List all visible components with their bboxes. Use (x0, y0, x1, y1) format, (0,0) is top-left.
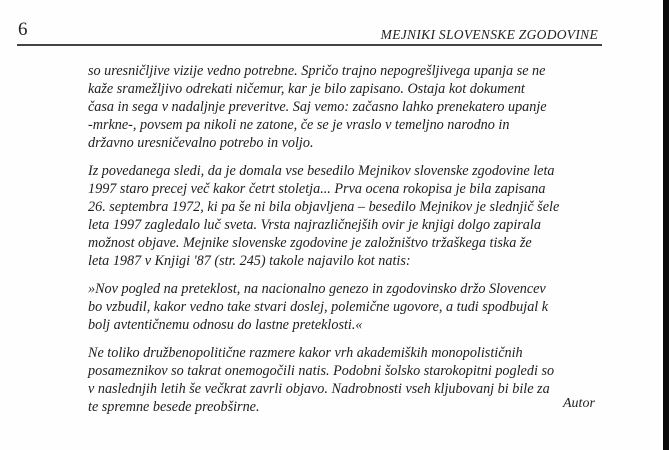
text-line: so uresničljive vizije vedno potrebne. Spričo trajno nepogrešljivega upanja se ne (88, 63, 546, 79)
paragraph-quote (88, 280, 608, 334)
text-line: bo vzbudil, kakor vedno take stvari doslej, polemične ugovore, a tudi spodbujal k (88, 299, 549, 315)
text-line: »Nov pogled na preteklost, na nacionalno genezo in zgodovinsko držo Slovencev (88, 281, 546, 297)
text-line: državno uresničevalno potrebo in voljo. (88, 135, 314, 151)
paragraph-1 (88, 62, 608, 152)
text-line: bolj avtentičnemu odnosu do lastne preteklosti.« (88, 317, 363, 333)
running-title: MEJNIKI SLOVENSKE ZGODOVINE (380, 27, 598, 42)
text-line: Ne toliko družbenopolitične razmere kakor vrh akademiških monopolističnih (88, 345, 523, 361)
text-line: možnost objave. Mejnike slovenske zgodovine je založništvo tržaškega tiska že (88, 235, 532, 251)
text-line: posameznikov so takrat onemogočili natis. Podobni šolsko starokopitni pogledi so (88, 363, 555, 379)
page-number: 6 (18, 19, 28, 40)
text-line: 26. septembra 1972, ki pa še ni bila objavljena – besedilo Mejnikov je slednjič šele (88, 199, 560, 215)
text-line: v naslednjih letih še večkrat zavrli objavo. Nadrobnosti vseh kljubovanj bi bile za (88, 381, 550, 397)
text-line: 1997 staro precej več kakor četrt stoletja... Prva ocena rokopisa je bila zapisana (88, 181, 546, 197)
text-line: časa in sega v nadaljnje preveritve. Saj vemo: začasno lahko prenekatero upanje (88, 99, 547, 115)
text-line: leta 1997 zagledalo luč sveta. Vrsta najrazličnejših ovir je knjigi dolgo zapirala (88, 217, 541, 233)
text-line: -mrkne-, povsem pa nikoli ne zatone, če se je vraslo v temeljno narodno in (88, 117, 510, 133)
paragraph-2 (88, 162, 608, 270)
text-line: te spremne besede preobširne. (88, 399, 260, 415)
text-line: leta 1987 v Knjigi '87 (str. 245) takole najavilo kot natis: (88, 253, 411, 269)
text-line: Iz povedanega sledi, da je domala vse besedilo Mejnikov slovenske zgodovine leta (88, 163, 555, 179)
body-text (88, 62, 608, 426)
author-signature: Autor (563, 396, 595, 411)
scan-edge (663, 0, 669, 450)
paragraph-4 (88, 344, 608, 416)
header-rule (17, 44, 602, 46)
text-line: kaže sramežljivo odrekati ničemur, kar je bilo zapisano. Ostaja kot dokument (88, 81, 525, 97)
